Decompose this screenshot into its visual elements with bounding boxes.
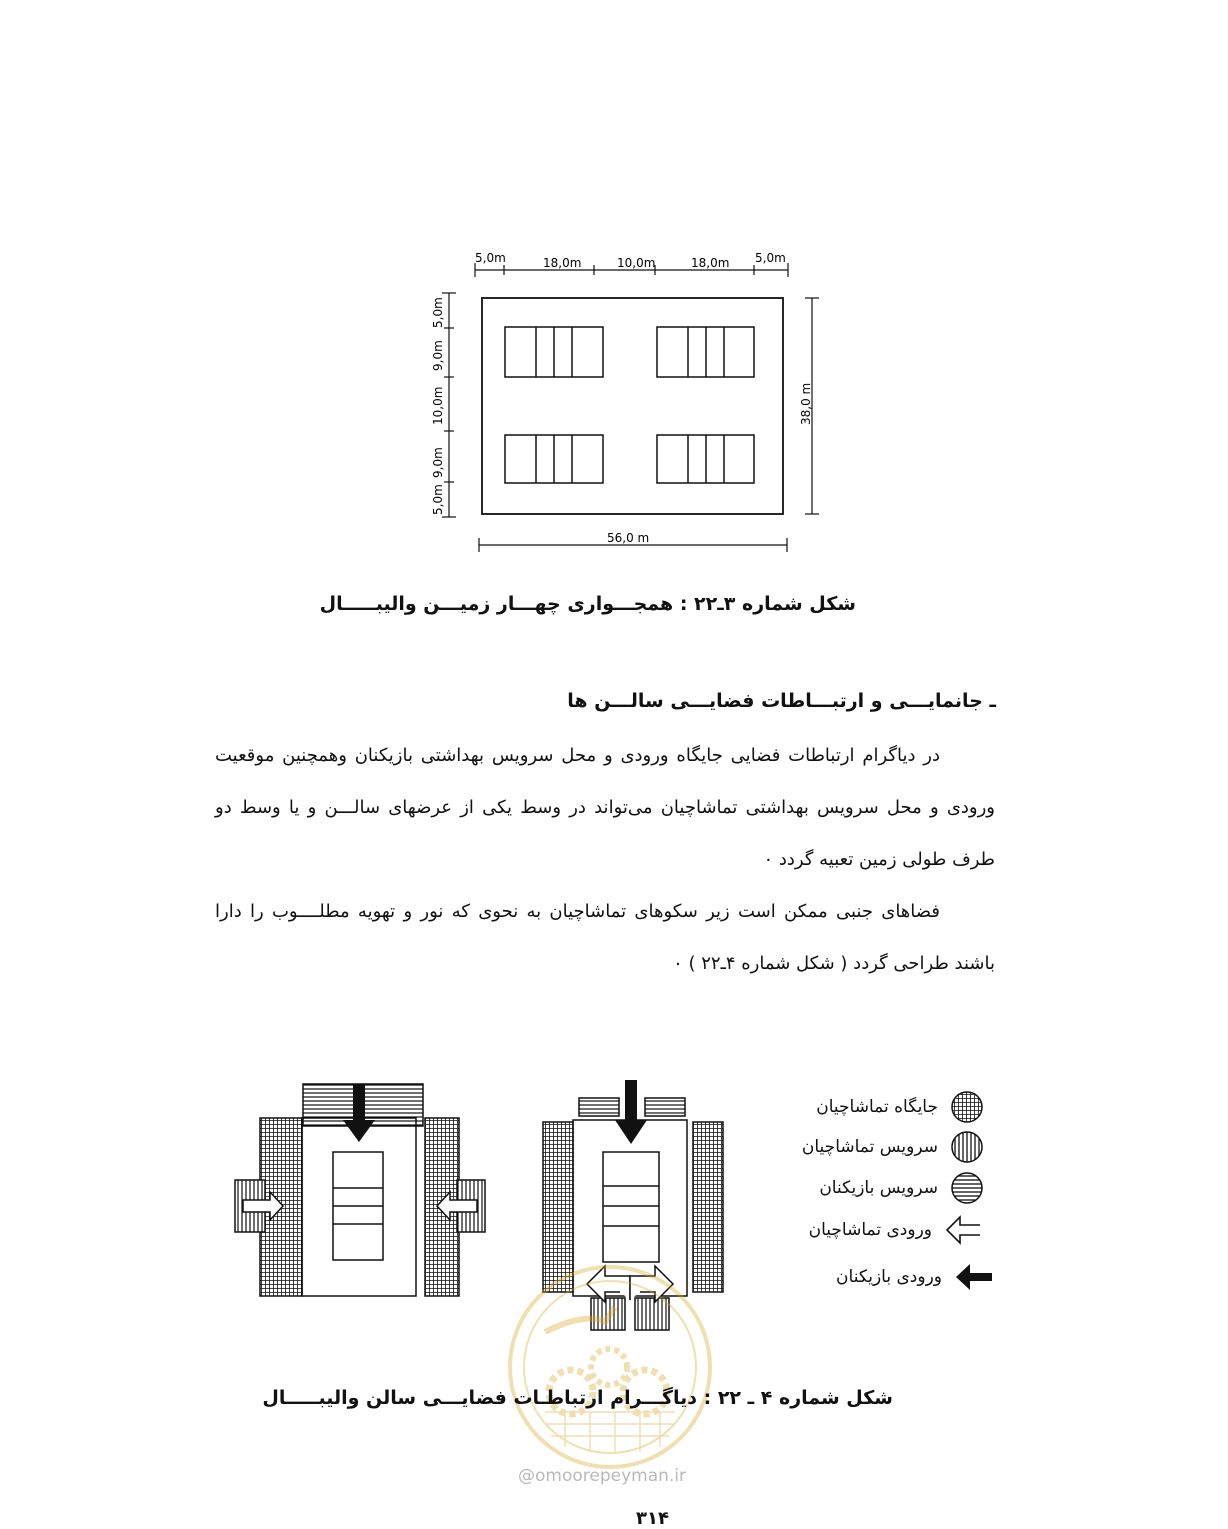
watermark-text: @omoorepeyman.ir	[518, 1466, 687, 1486]
section-heading: ـ جانمایـــی و ارتبـــاطات فضایـــی سالـــن ها	[567, 690, 996, 712]
dim-top-4: 18,0m	[691, 256, 730, 270]
page-number: ۳۱۴	[636, 1508, 669, 1529]
court-top-left	[505, 327, 603, 377]
legend-label: ورودی تماشاچیان	[808, 1220, 932, 1240]
dim-left-3: 10,0m	[431, 386, 445, 425]
horizontal-hatched-circle-icon	[950, 1171, 984, 1205]
figure1-caption: شکل شماره ۳ـ۲۲ : همجـــواری چهـــار زمیـــن والیبـــــال	[319, 593, 856, 615]
legend-label: سرویس بازیکنان	[819, 1178, 938, 1198]
dim-bottom: 56,0 m	[607, 531, 650, 545]
dim-top-3: 10,0m	[617, 256, 656, 270]
grid-hatched-circle-icon	[950, 1090, 984, 1124]
solid-arrow-icon	[954, 1262, 994, 1292]
dim-top-5: 5,0m	[755, 251, 786, 265]
dim-left-1: 5,0m	[431, 297, 445, 328]
court-bottom-right	[657, 435, 754, 483]
legend-spectator-entrance	[809, 1213, 984, 1247]
figure2-caption: شکل شماره ۴ ـ ۲۲ : دیاگـــرام ارتباطـات فضایـــی سالن والیبـــــال	[262, 1387, 893, 1409]
legend-label: سرویس تماشاچیان	[801, 1137, 938, 1157]
paragraph-2: فضاهای جنبی ممکن است زیر سکوهای تماشاچیان به نحوی که نور و تهویه مطلــــوب را دارا باشند طراحی گردد ( شکل شماره ۴ـ۲۲ ) ۰	[215, 901, 995, 974]
hall-outline	[482, 298, 783, 514]
court-bottom-left	[505, 435, 603, 483]
four-courts-plan	[415, 245, 835, 560]
legend-label: جایگاه تماشاچیان	[816, 1097, 938, 1117]
legend-label: ورودی بازیکنان	[836, 1267, 942, 1287]
legend-spectator-service	[802, 1130, 984, 1164]
section-body	[215, 730, 995, 990]
dim-left-4: 9,0m	[431, 447, 445, 478]
dim-left-2: 9,0m	[431, 340, 445, 371]
outline-arrow-icon	[944, 1213, 984, 1247]
legend-player-service	[819, 1171, 984, 1205]
dim-left-5: 5,0m	[431, 484, 445, 515]
dim-top-2: 18,0m	[543, 256, 582, 270]
dim-top-1: 5,0m	[475, 251, 506, 265]
legend-spectator-seating	[816, 1090, 984, 1124]
dim-right: 38,0 m	[799, 382, 813, 425]
court-top-right	[657, 327, 754, 377]
legend-player-entrance	[836, 1262, 994, 1292]
paragraph-1: در دیاگرام ارتباطات فضایی جایگاه ورودی و محل سرویس بهداشتی بازیکنان وهمچنین موقعیت ورودی و محل سرویس بهداشتی تماشاچیان می‌تواند در وسط یکی از عرضهای سالـــن و یا وسط دو طرف طولی زمین تعبیه گردد ۰	[215, 745, 995, 870]
vertical-hatched-circle-icon	[950, 1130, 984, 1164]
layout-side-entrance	[235, 1084, 485, 1296]
watermark-seal	[505, 1262, 715, 1472]
